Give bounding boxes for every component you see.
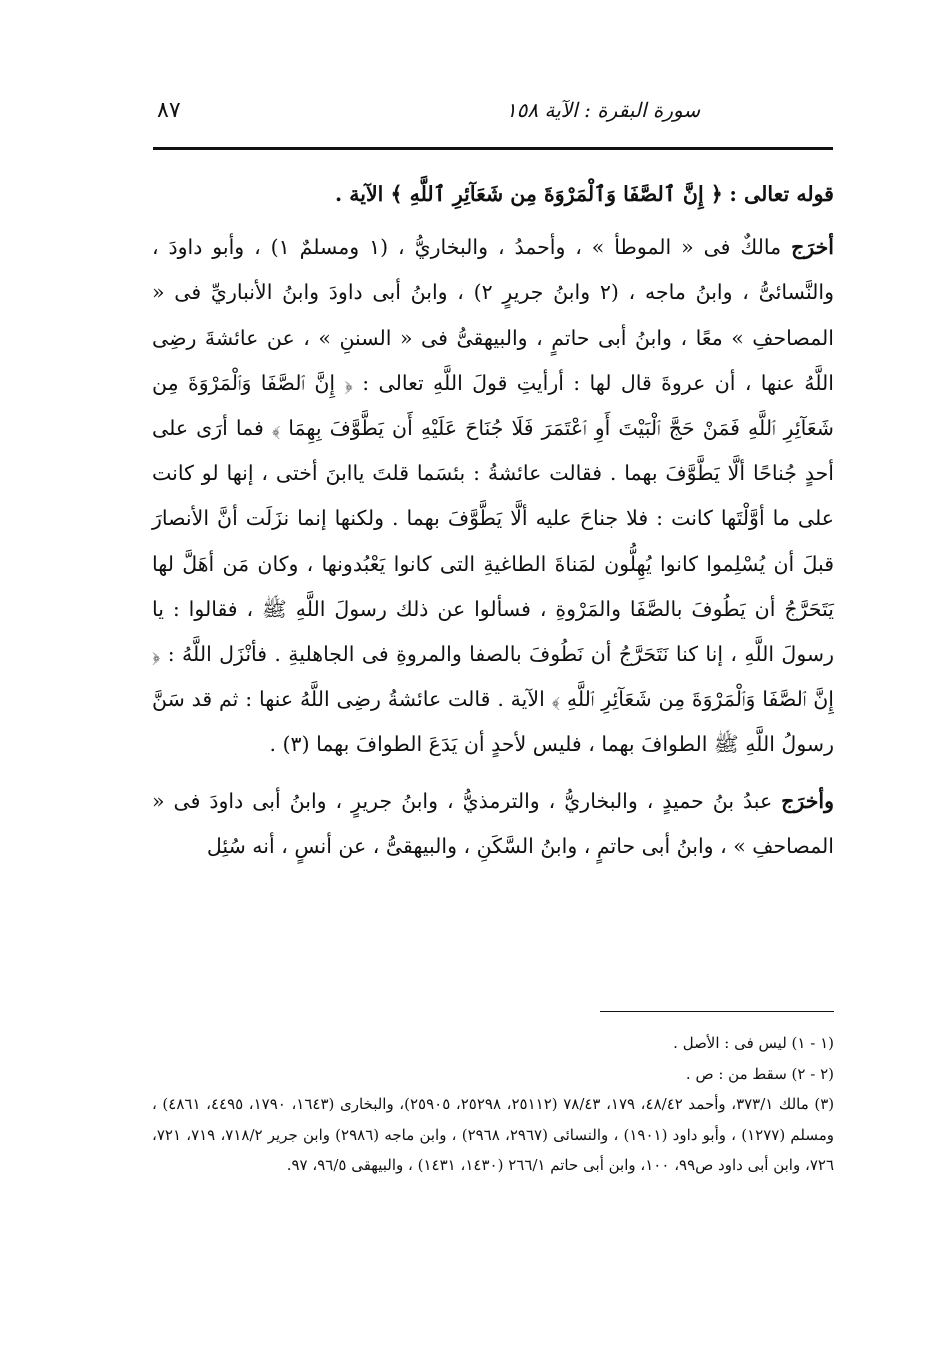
running-title: سورة البقرة : الآية ١٥٨ bbox=[505, 98, 701, 122]
page-number: ٨٧ bbox=[157, 98, 181, 123]
paragraph-1-text: مالكٌ فى « الموطأ » ، وأحمدُ ، والبخاريُّ ، (١ ومسلمٌ ١) ، وأبو داودَ ، والنَّسائىُّ ، وابنُ ماجه ، (٢ وابنُ جريرٍ ٢) ، وابنُ أبى داودَ وابنُ الأنباريِّ فى « المصاحفِ » معًا ، وابنُ أبى حاتمٍ ، والبيهقىُّ فى « السننِ » ، عن عائشةَ رضِى اللَّهُ عنها ، أن عروةَ قال لها : أرأيتِ قولَ اللَّهِ تعالى : ﴿ إِنَّ ٱلصَّفَا وَٱلْمَرْوَةَ مِن شَعَآئِرِ ٱللَّهِ فَمَنْ حَجَّ ٱلْبَيْتَ أَوِ ٱعْتَمَرَ فَلَا جُنَاحَ عَلَيْهِ أَن يَطَّوَّفَ بِهِمَا ﴾ فما أرَى على أحدٍ جُناحًا ألَّا يَطَّوَّفَ بهما . فقالت عائشةُ : بئسَما قلتَ ياابنَ أختى ، إنها لو كانت على ما أوَّلْتَها كانت : فلا جناحَ عليه ألَّا يَطَّوَّفَ بهما . ولكنها إنما نزَلَت أنَّ الأنصارَ قبلَ أن يُسْلِموا كانوا يُهِلُّون لمَناةَ الطاغيةِ التى كانوا يَعْبُدونها ، وكان مَن أهَلَّ لها يَتَحَرَّجُ أن يَطُوفَ بالصَّفَا والمَرْوةِ ، فسألوا عن ذلك رسولَ اللَّهِ ﷺ ، فقالوا : يا رسولَ اللَّهِ ، إنا كنا نَتَحَرَّجُ أن نَطُوفَ بالصفا والمروةِ فى الجاهليةِ . فأنْزَل اللَّهُ : ﴿ إِنَّ ٱلصَّفَا وَٱلْمَرْوَةَ مِن شَعَآئِرِ ٱللَّهِ ﴾ الآية . قالت عائشةُ رضِى اللَّهُ عنها : ثم قد سَنَّ رسولُ اللَّهِ ﷺ الطوافَ بهما ، فليس لأحدٍ أن يَدَعَ الطوافَ بهما (٣) . bbox=[152, 235, 834, 757]
paragraph-1-lead: أخرَج bbox=[791, 235, 834, 260]
paragraph-gap bbox=[152, 768, 834, 779]
paragraph-2-lead: وأخرَج bbox=[781, 788, 834, 813]
header-rule bbox=[153, 147, 833, 150]
heading-verse: ﴿ إِنَّ ٱلصَّفَا وَٱلْمَرْوَةَ مِن شَعَآئِرِ ٱللَّهِ ﴾ الآية . bbox=[335, 182, 723, 206]
page-header bbox=[153, 90, 833, 136]
footnote-rule bbox=[600, 1011, 834, 1012]
main-text bbox=[152, 172, 834, 869]
footnote-1: (١ - ١) ليس فى : الأصل . bbox=[673, 1034, 834, 1052]
paragraph-1 bbox=[152, 225, 834, 767]
paragraph-2-text: عبدُ بنُ حميدٍ ، والبخاريُّ ، والترمذيُّ ، وابنُ جريرٍ ، وابنُ أبى داودَ فى « المصاحفِ » ، وابنُ أبى حاتمٍ ، وابنُ السَّكَنِ ، والبيهقىُّ ، عن أنسٍ ، أنه سُئِل bbox=[152, 788, 834, 858]
footnotes bbox=[152, 1028, 834, 1181]
footnote-2: (٢ - ٢) سقط من : ص . bbox=[685, 1064, 834, 1083]
verse-heading bbox=[152, 172, 834, 217]
paragraph-2 bbox=[152, 779, 834, 869]
heading-label: قوله تعالى : bbox=[729, 182, 834, 206]
footnote-3: (٣) مالك ٣٧٣/١، وأحمد ٤٨/٤٢، ١٧٩، ٧٨/٤٣ (٢٥١١٢، ٢٥٢٩٨، ٢٥٩٠٥)، والبخارى (١٦٤٣، ١٧٩٠، ٤٤٩٥، ٤٨٦١) ، ومسلم (١٢٧٧) ، وأبو داود (١٩٠١) ، والنسائى (٢٩٦٧، ٢٩٦٨) ، وابن ماجه (٢٩٨٦) وابن جرير ٧١٨/٢، ٧١٩، ٧٢١، ٧٢٦، وابن أبى داود ص٩٩، ١٠٠، وابن أبى حاتم ٢٦٦/١ (١٤٣٠، ١٤٣١) ، والبيهقى ٩٦/٥، ٩٧. bbox=[152, 1095, 835, 1175]
